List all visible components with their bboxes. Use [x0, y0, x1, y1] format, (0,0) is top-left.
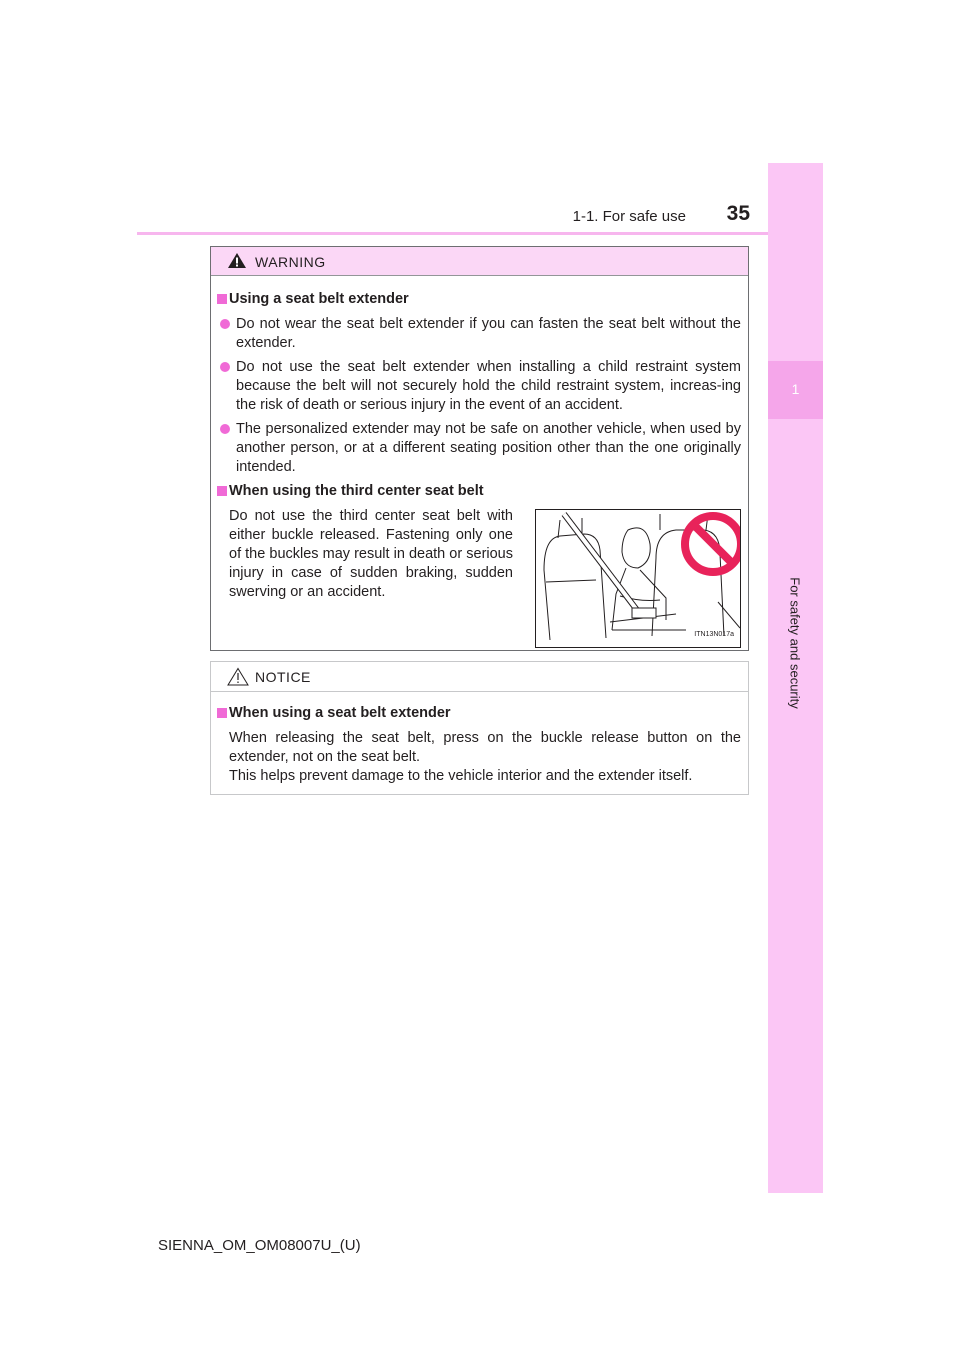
round-bullet-icon [220, 424, 230, 434]
chapter-side-tab[interactable] [768, 163, 823, 1193]
bullet-text: Do not use the seat belt extender when installing a child restraint system because the belt will not securely hold the child restraint system, increas-ing the risk of death or serious injury in the event of an accident. [236, 359, 741, 413]
footer-code: SIENNA_OM_OM08007U_(U) [158, 1237, 361, 1254]
heading-text: Using a seat belt extender [229, 291, 409, 307]
bullet-item [217, 358, 741, 415]
illustration-code: ITN13N017a [694, 631, 734, 638]
seat-belt-illustration [535, 509, 741, 648]
paragraph: This helps prevent damage to the vehicle interior and the extender itself. [229, 768, 693, 784]
warning-box [210, 246, 749, 651]
round-bullet-icon [220, 319, 230, 329]
bullet-item [217, 315, 741, 353]
bullet-text: The personalized extender may not be safe on another vehicle, when used by another person, or at a different seating position other than the one originally intended. [236, 421, 741, 475]
heading-text: When using a seat belt extender [229, 705, 451, 721]
warning-triangle-icon [227, 252, 247, 274]
warning-label: WARNING [255, 254, 326, 270]
section-heading [217, 290, 741, 309]
warning-header [211, 247, 748, 276]
section-heading [217, 482, 741, 501]
illustrated-row [217, 507, 741, 648]
section-title: 1-1. For safe use [572, 208, 686, 225]
paragraph: Do not use the third center seat belt with either buckle released. Fastening only one of the buckles may result in death or serious injury in case of sudden braking, sudden swerving or an accident. [229, 508, 513, 600]
caution-triangle-icon [227, 667, 249, 691]
bullet-item [217, 420, 741, 477]
notice-body [211, 692, 748, 786]
chapter-number: 1 [791, 381, 800, 397]
header-rule [137, 232, 823, 235]
round-bullet-icon [220, 362, 230, 372]
heading-text: When using the third center seat belt [229, 483, 484, 499]
notice-header [211, 662, 748, 692]
section-heading [217, 704, 741, 723]
bullet-text: Do not wear the seat belt extender if you can fasten the seat belt without the extender. [236, 316, 741, 351]
chapter-label: For safety and security [787, 577, 803, 709]
square-bullet-icon [217, 486, 227, 496]
paragraph: When releasing the seat belt, press on the buckle release button on the extender, not on the seat belt. [229, 730, 741, 765]
notice-box [210, 661, 749, 795]
warning-body [211, 276, 748, 648]
notice-label: NOTICE [255, 669, 311, 685]
page-number: 35 [726, 202, 750, 225]
square-bullet-icon [217, 708, 227, 718]
square-bullet-icon [217, 294, 227, 304]
